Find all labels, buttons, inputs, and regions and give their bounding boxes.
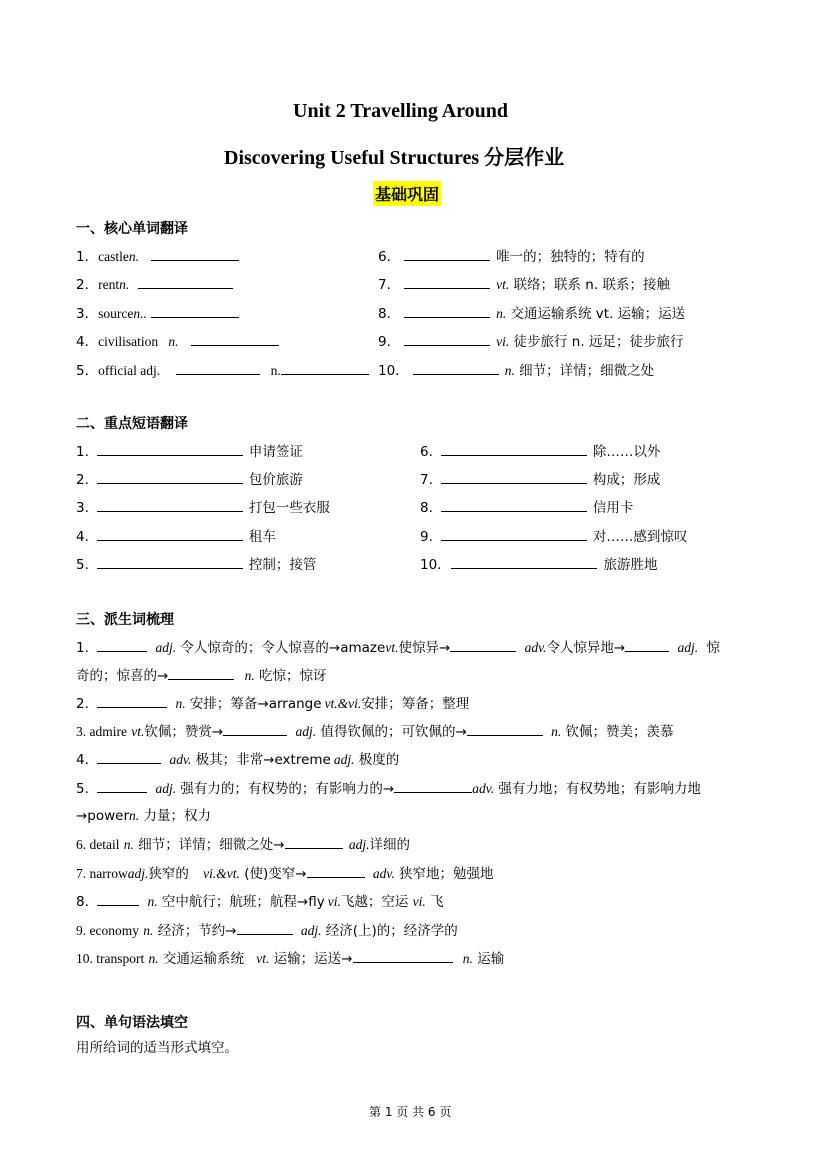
- answer-blank[interactable]: [625, 637, 669, 652]
- page-number: 第 1 页 共 6 页: [369, 1105, 452, 1119]
- phrase-item-7: 7. 构成；形成: [420, 469, 660, 490]
- answer-blank[interactable]: [97, 497, 243, 512]
- answer-blank[interactable]: [441, 526, 587, 541]
- answer-blank[interactable]: [285, 834, 343, 849]
- answer-blank[interactable]: [97, 693, 167, 708]
- vocab-item-2: 2．rentn.: [76, 274, 233, 295]
- answer-blank[interactable]: [151, 303, 239, 318]
- level-badge: 基础巩固: [373, 181, 441, 206]
- derivative-item-3: 3. admire vt.钦佩；赞赏→ adj. 值得钦佩的；可钦佩的→ n. 钦佩；赞美；羡慕: [76, 721, 673, 742]
- section3-heading: 三、派生词梳理: [76, 612, 174, 628]
- derivative-item-1-cont: 奇的；惊喜的→ n. 吃惊；惊讶: [76, 665, 327, 686]
- answer-blank[interactable]: [97, 441, 243, 456]
- section1-heading: 一、核心单词翻译: [76, 221, 188, 237]
- derivative-item-10: 10. transport n. 交通运输系统 vt. 运输；运送→ n. 运输: [76, 948, 504, 969]
- title-line1: Unit 2 Travelling Around: [293, 100, 509, 122]
- derivative-item-7: 7. narrowadj.狭窄的 vi.&vt. (使)变窄→ adv. 狭窄地；勉强地: [76, 863, 494, 884]
- derivative-item-4: 4. adv. 极其；非常→extreme adj. 极度的: [76, 749, 399, 770]
- answer-blank[interactable]: [441, 441, 587, 456]
- answer-blank[interactable]: [138, 274, 233, 289]
- section4-instruction: 用所给词的适当形式填空。: [76, 1040, 238, 1056]
- answer-blank[interactable]: [441, 497, 587, 512]
- phrase-item-10: 10. 旅游胜地: [420, 554, 657, 575]
- phrase-item-6: 6. 除……以外: [420, 441, 660, 462]
- vocab-item-3: 3．sourcen..: [76, 303, 239, 324]
- derivative-item-9: 9. economy n. 经济；节约→ adj. 经济(上)的；经济学的: [76, 920, 458, 941]
- derivative-item-8: 8. n. 空中航行；航班；航程→fly vi.飞越；空运 vi. 飞: [76, 891, 444, 912]
- answer-blank[interactable]: [404, 246, 490, 261]
- answer-blank[interactable]: [281, 360, 369, 375]
- vocab-item-8: 8． n. 交通运输系统 vt. 运输；运送: [378, 303, 685, 324]
- phrase-item-8: 8. 信用卡: [420, 497, 633, 518]
- derivative-item-2: 2. n. 安排；筹备→arrange vt.&vi.安排；筹备；整理: [76, 693, 469, 714]
- answer-blank[interactable]: [413, 360, 499, 375]
- derivative-item-5: 5. adj. 强有力的；有权势的；有影响力的→ adv. 强有力地；有权势地；有影响力地: [76, 778, 701, 799]
- title-line2: Discovering Useful Structures 分层作业: [224, 147, 565, 169]
- derivative-item-1: 1. adj. 令人惊奇的；令人惊喜的→amazevt.使惊异→ adv.令人惊异地→ adj. 惊: [76, 637, 720, 658]
- vocab-item-5: 5．official adj. n.: [76, 360, 369, 381]
- phrase-item-9: 9. 对……感到惊叹: [420, 526, 687, 547]
- vocab-item-1: 1．castlen.: [76, 246, 239, 267]
- answer-blank[interactable]: [97, 891, 139, 906]
- answer-blank[interactable]: [404, 274, 490, 289]
- vocab-item-4: 4．civilisation n.: [76, 331, 279, 352]
- answer-blank[interactable]: [404, 303, 490, 318]
- section4-heading: 四、单句语法填空: [76, 1015, 188, 1031]
- answer-blank[interactable]: [97, 749, 161, 764]
- phrase-item-4: 4. 租车: [76, 526, 276, 547]
- answer-blank[interactable]: [97, 637, 147, 652]
- answer-blank[interactable]: [168, 665, 234, 680]
- answer-blank[interactable]: [394, 778, 472, 793]
- answer-blank[interactable]: [97, 778, 147, 793]
- phrase-item-5: 5. 控制；接管: [76, 554, 316, 575]
- answer-blank[interactable]: [237, 920, 293, 935]
- answer-blank[interactable]: [97, 469, 243, 484]
- derivative-item-6: 6. detail n. 细节；详情；细微之处→ adj.详细的: [76, 834, 410, 855]
- answer-blank[interactable]: [441, 469, 587, 484]
- vocab-item-9: 9． vi. 徒步旅行 n. 远足；徒步旅行: [378, 331, 683, 352]
- answer-blank[interactable]: [307, 863, 365, 878]
- answer-blank[interactable]: [404, 331, 490, 346]
- vocab-item-6: 6． 唯一的；独特的；特有的: [378, 246, 645, 267]
- answer-blank[interactable]: [467, 721, 543, 736]
- answer-blank[interactable]: [97, 554, 243, 569]
- derivative-item-5-cont: →powern. 力量；权力: [76, 808, 211, 824]
- answer-blank[interactable]: [176, 360, 260, 375]
- phrase-item-2: 2. 包价旅游: [76, 469, 303, 490]
- answer-blank[interactable]: [97, 526, 243, 541]
- answer-blank[interactable]: [353, 948, 453, 963]
- phrase-item-1: 1. 申请签证: [76, 441, 303, 462]
- answer-blank[interactable]: [451, 554, 597, 569]
- phrase-item-3: 3. 打包一些衣服: [76, 497, 330, 518]
- answer-blank[interactable]: [223, 721, 287, 736]
- answer-blank[interactable]: [450, 637, 516, 652]
- section2-heading: 二、重点短语翻译: [76, 416, 188, 432]
- answer-blank[interactable]: [151, 246, 239, 261]
- vocab-item-7: 7． vt. 联络；联系 n. 联系；接触: [378, 274, 670, 295]
- answer-blank[interactable]: [191, 331, 279, 346]
- vocab-item-10: 10． n. 细节；详情；细微之处: [378, 360, 654, 381]
